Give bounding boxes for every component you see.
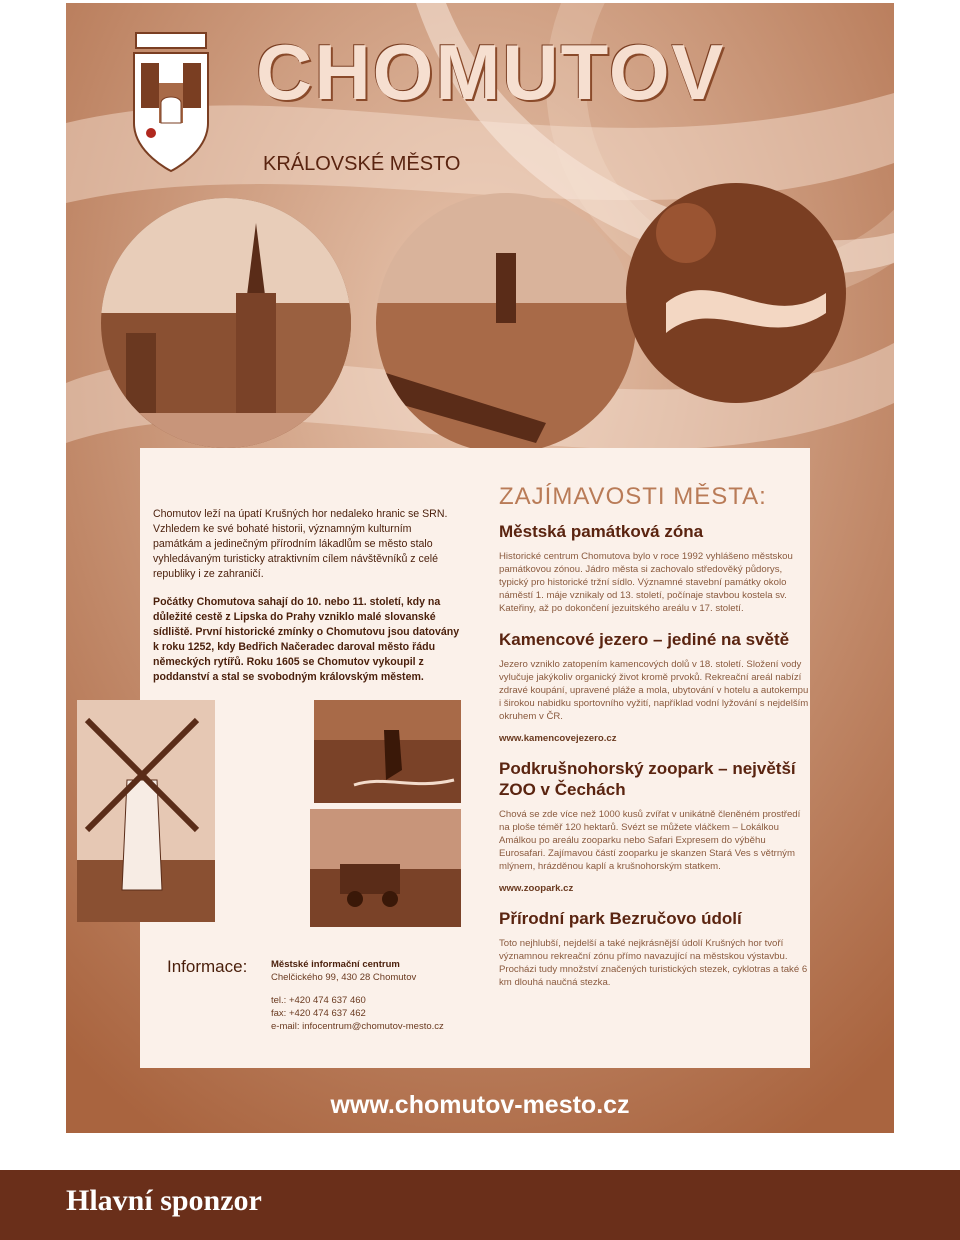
info-label: Informace: xyxy=(167,957,248,976)
city-crest xyxy=(126,23,216,173)
sponsor-label: Hlavní sponzor xyxy=(66,1184,262,1217)
info-details xyxy=(271,958,444,1033)
attraction-text: Historické centrum Chomutova bylo v roce 1992 vyhlášeno městskou památkovou zónou. Jádro města si zachovalo středověký půdorys, typický pro historické tržní sídlo. Významné stavební památky okolo náměstí 1. máje vznikaly od 13. století, počínaje stavbou kostela sv. Kateřiny, až po dokončení jezuitského areálu v 17. století. xyxy=(499,551,793,614)
photo-windmill xyxy=(77,700,215,922)
attractions-column xyxy=(499,483,809,1003)
attractions-heading: ZAJÍMAVOSTI MĚSTA: xyxy=(499,483,767,510)
attraction-title: Podkrušnohorský zoopark – největší ZOO v Čechách xyxy=(499,759,796,799)
attraction-text: Chová se zde více než 1000 kusů zvířat v unikátně členěném prostředí na ploše téměř 120 hektarů. Svézt se můžete vláčkem – Lokálkou Amálkou po areálu zooparku nebo Safari Expresem do výběhu Eurosafari. Zajímavou částí zooparku je skanzen Stará Ves s větrným mlýnem, hrázděnou kaplí a krušnohorským statkem. xyxy=(499,809,801,872)
page-title: CHOMUTOV xyxy=(256,28,726,116)
website-url[interactable]: www.chomutov-mesto.cz xyxy=(330,1091,630,1119)
attraction-text: Toto nejhlubší, nejdelší a také nejkrásnější údolí Krušných hor tvoří významnou rekreační zónu přímo navazující na městskou výstavbu. Procházi tudy množství značených turistických stezek, cyklotras a také 6 km dlouhá naučná stezka. xyxy=(499,938,808,988)
attraction-title: Městská památková zóna xyxy=(499,522,704,541)
photo-waterski xyxy=(314,700,461,803)
sponsor-bar xyxy=(0,1170,960,1240)
info-box xyxy=(153,948,463,1043)
attraction-title: Kamencové jezero – jediné na světě xyxy=(499,630,790,649)
attraction-link[interactable]: www.zoopark.cz xyxy=(499,883,574,894)
intro-paragraph-2: Počátky Chomutova sahají do 10. nebo 11. století, kdy na důležité cestě z Lipska do Prahy vzniklo malé slovanské sídliště. První historické zmínky o Chomutovu jsou datovány k roku 1252, kdy Bedřich Načeradec daroval město řádu německých rytířů. Roku 1605 se Chomutov vykoupil z poddanství a stal se svobodným královským městem. xyxy=(153,596,460,683)
photo-zoo xyxy=(310,809,461,927)
intro-paragraph-1: Chomutov leží na úpatí Krušných hor nedaleko hranic se SRN. Vzhledem ke své bohaté historii, významným kulturním památkám a jedinečným přírodním lákadlům se město stalo vyhledávaným turisticky atraktivním cílem návštěvníků z celé republiky i ze zahraničí. xyxy=(153,508,448,580)
page-subtitle: KRÁLOVSKÉ MĚSTO xyxy=(263,153,461,175)
info-email[interactable]: e-mail: infocentrum@chomutov-mesto.cz xyxy=(271,1021,444,1032)
attraction-title: Přírodní park Bezručovo údolí xyxy=(499,909,742,928)
info-name: Městské informační centrum xyxy=(271,959,400,970)
attraction-link[interactable]: www.kamencovejezero.cz xyxy=(499,733,617,744)
attraction-text: Jezero vzniklo zatopením kamencových dolů v 18. století. Složení vody vylučuje jakýkoliv organický život kromě prvoků. Rekreační areál nabízí zdravé koupání, upravené pláže a mola, ubytování v hotelu a autokempu i širokou nabidku sportovního vyžití, například vodní lyžování s nejdelším okruhem v ČR. xyxy=(499,659,809,722)
info-tel: tel.: +420 474 637 460 xyxy=(271,995,366,1006)
intro-text xyxy=(153,507,463,698)
info-fax: fax: +420 474 637 462 xyxy=(271,1008,366,1019)
info-address: Chelčického 99, 430 28 Chomutov xyxy=(271,972,417,983)
